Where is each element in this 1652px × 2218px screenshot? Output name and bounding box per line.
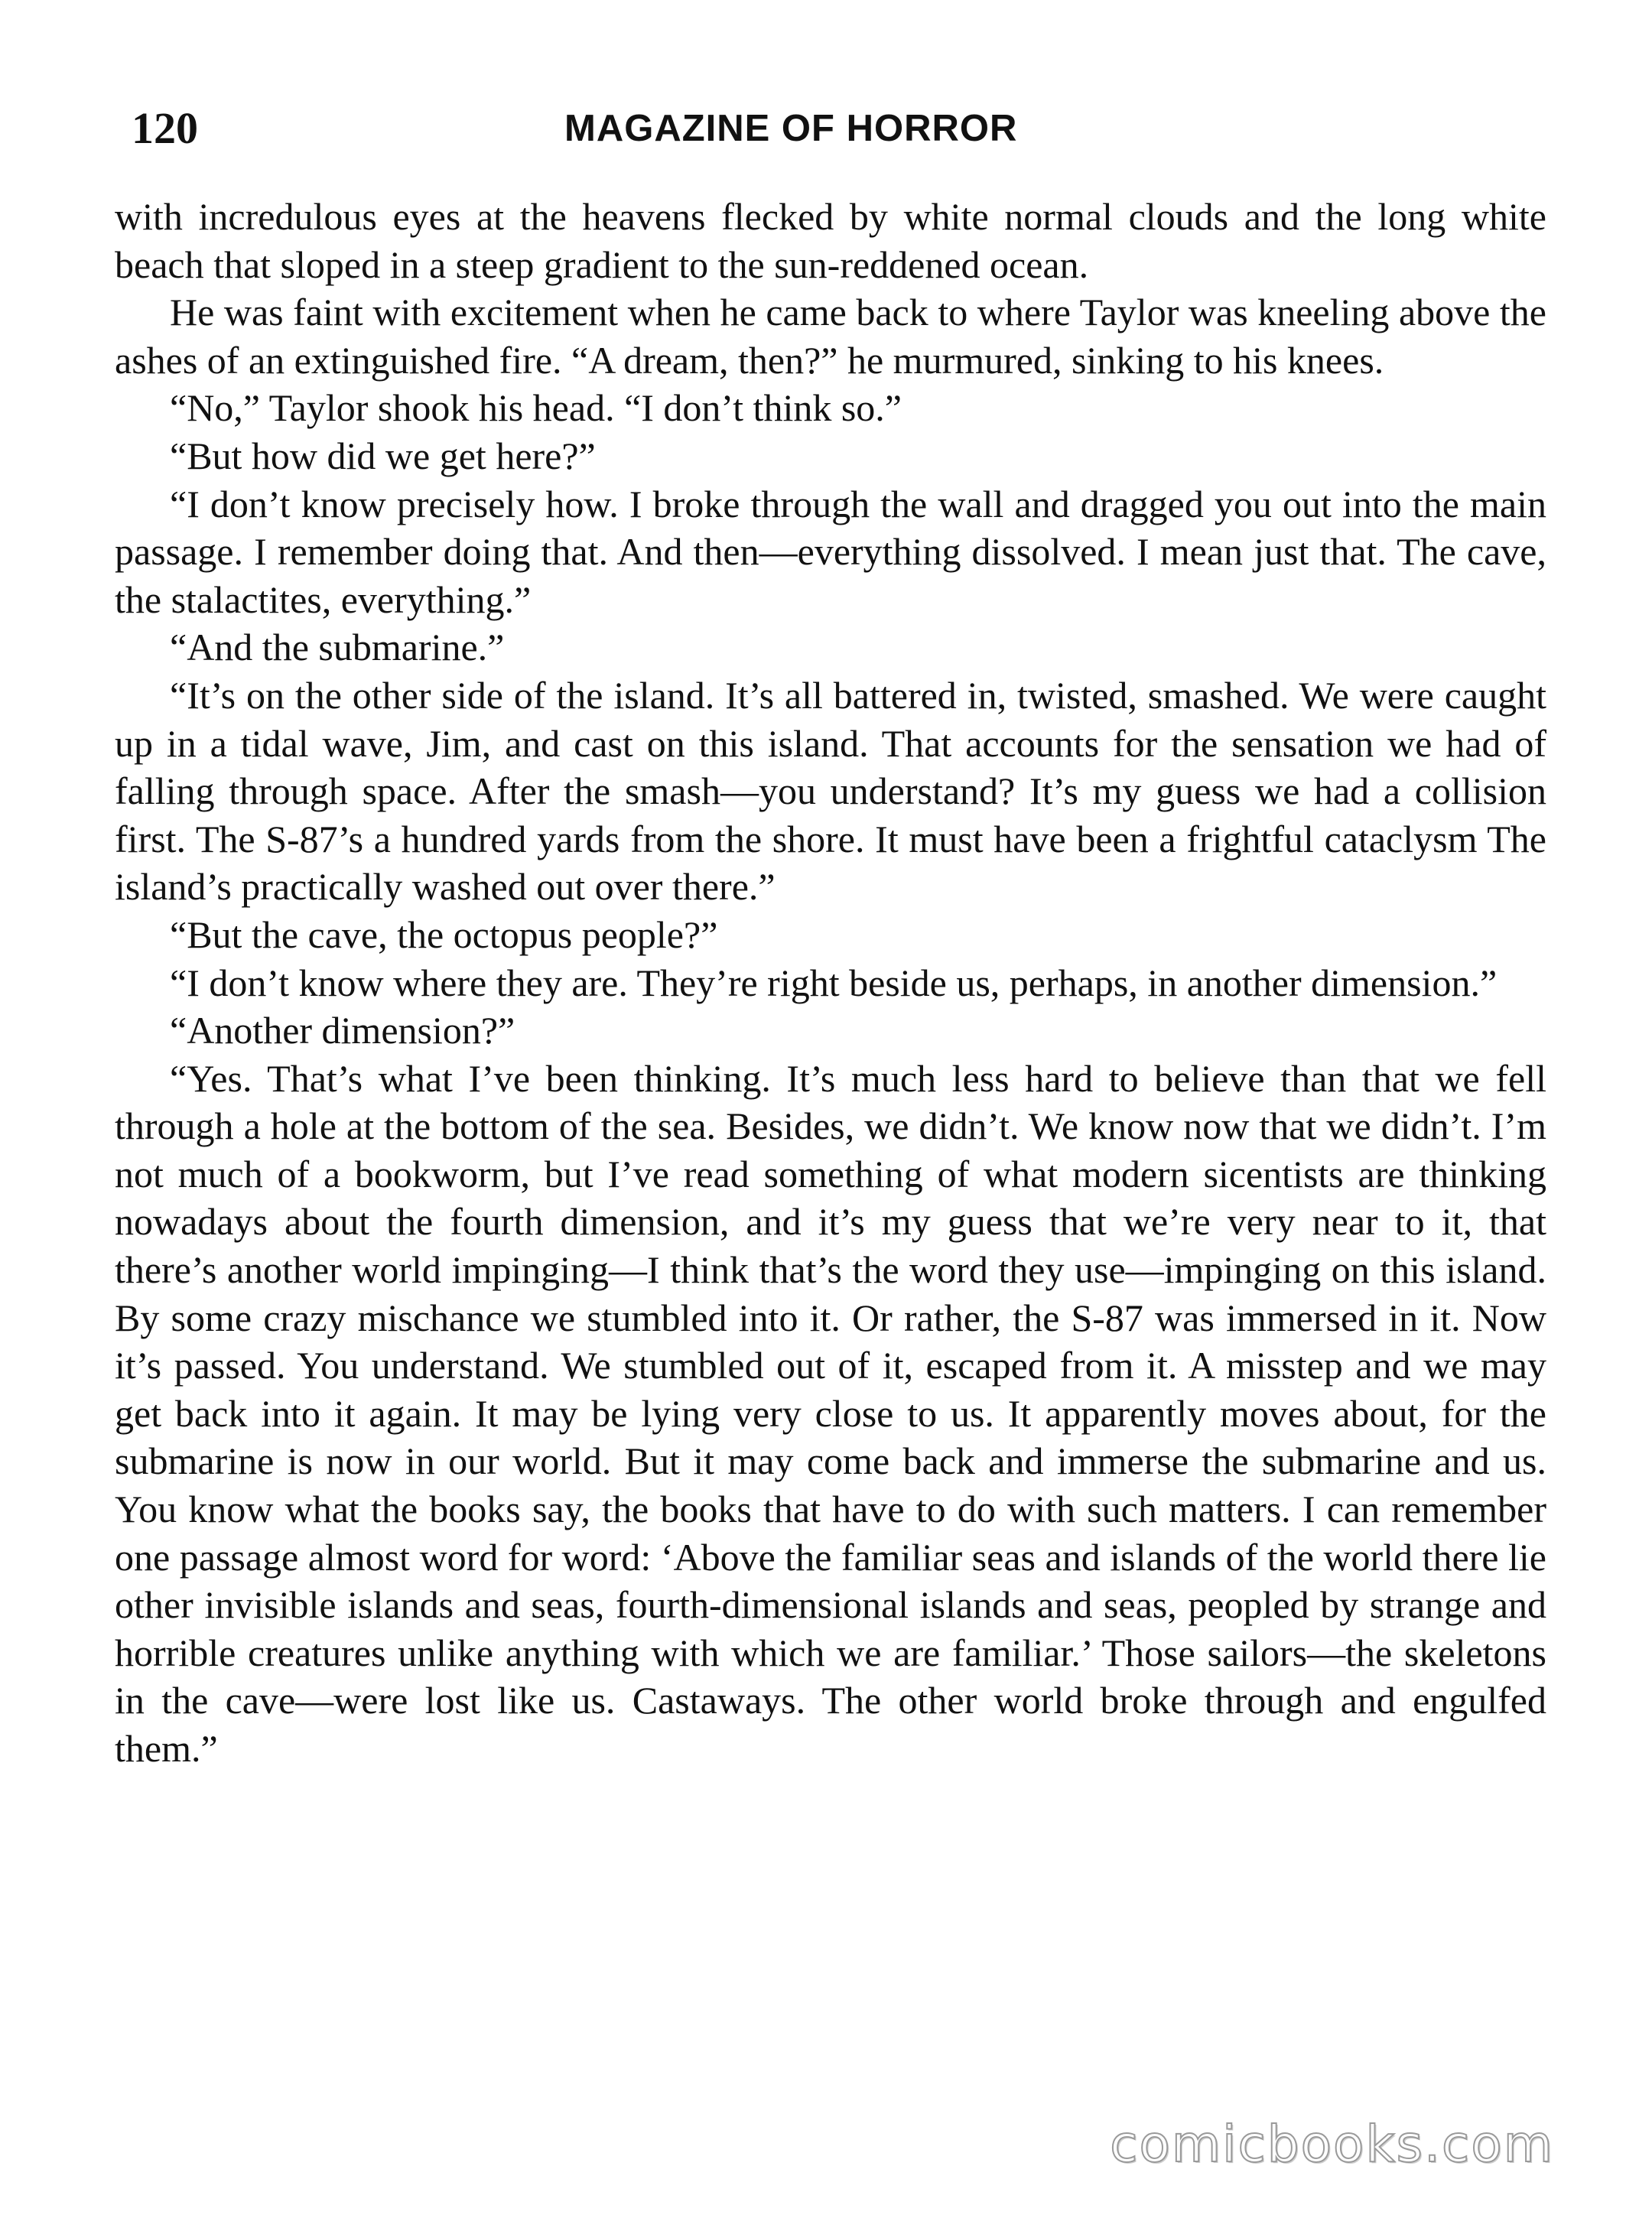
paragraph: He was faint with excitement when he came back to where Taylor was kneeling above the ashes of an extinguished fire. “A dream, then?” he murmured, sinking to his knees. (115, 291, 1546, 382)
paragraph: “But how did we get here?” (170, 434, 596, 477)
story-text (115, 193, 1546, 1773)
running-title: MAGAZINE OF HORROR (564, 108, 1018, 149)
paragraph: “Another dimension?” (170, 1009, 515, 1052)
paragraph: “I don’t know precisely how. I broke through the wall and dragged you out into the main passage. I remember doing that. And then—everything dissolved. I mean just that. The cave, the stalactites, everything.” (115, 482, 1546, 621)
paragraph: with incredulous eyes at the heavens flecked by white normal clouds and the long white beach that sloped in a steep gradient to the sun-reddened ocean. (115, 195, 1546, 286)
paragraph: “I don’t know where they are. They’re right beside us, perhaps, in another dimension.” (170, 961, 1498, 1004)
paragraph: “But the cave, the octopus people?” (170, 912, 718, 956)
paragraph: “No,” Taylor shook his head. “I don’t think so.” (170, 386, 902, 430)
page-header (115, 98, 1545, 159)
paragraph: “It’s on the other side of the island. It’s all battered in, twisted, smashed. We were caught up in a tidal wave, Jim, and cast on this island. That accounts for the sensation we had of falling through space. After the smash—you understand? It’s my guess we had a collision first. The S-87’s a hundred yards from the shore. It must have been a frightful cataclysm The island’s practically washed out over there.” (115, 673, 1546, 909)
paragraph: “Yes. That’s what I’ve been thinking. It’s much less hard to believe than that we fell through a hole at the bottom of the sea. Besides, we didn’t. We know now that we didn’t. I’m not much of a bookworm, but I’ve read something of what modern sicentists are thinking nowadays about the fourth dimension, and it’s my guess that we’re very near to it, that there’s another world impinging—I think that’s the word they use—impinging on this island. By some crazy mischance we stumbled into it. Or rather, the S-87 was immersed in it. Now it’s passed. You understand. We stumbled out of it, escaped from it. A misstep and we may get back into it again. It may be lying very close to us. It apparently moves about, for the submarine is now in our world. But it may come back and immerse the submarine and us. You know what the books say, the books that have to do with such matters. I can remember one passage almost word for word: ‘Above the familiar seas and islands of the world there lie other invisible islands and seas, fourth-dimensional islands and seas, peopled by strange and horrible creatures unlike anything with which we are familiar.’ Those sailors—the skeletons in the cave—were lost like us. Castaways. The other world broke through and engulfed them.” (115, 1056, 1546, 1770)
paragraph: “And the submarine.” (170, 626, 505, 669)
watermark-logo: comicbooks.com (1110, 2115, 1554, 2174)
page-number: 120 (132, 103, 198, 153)
